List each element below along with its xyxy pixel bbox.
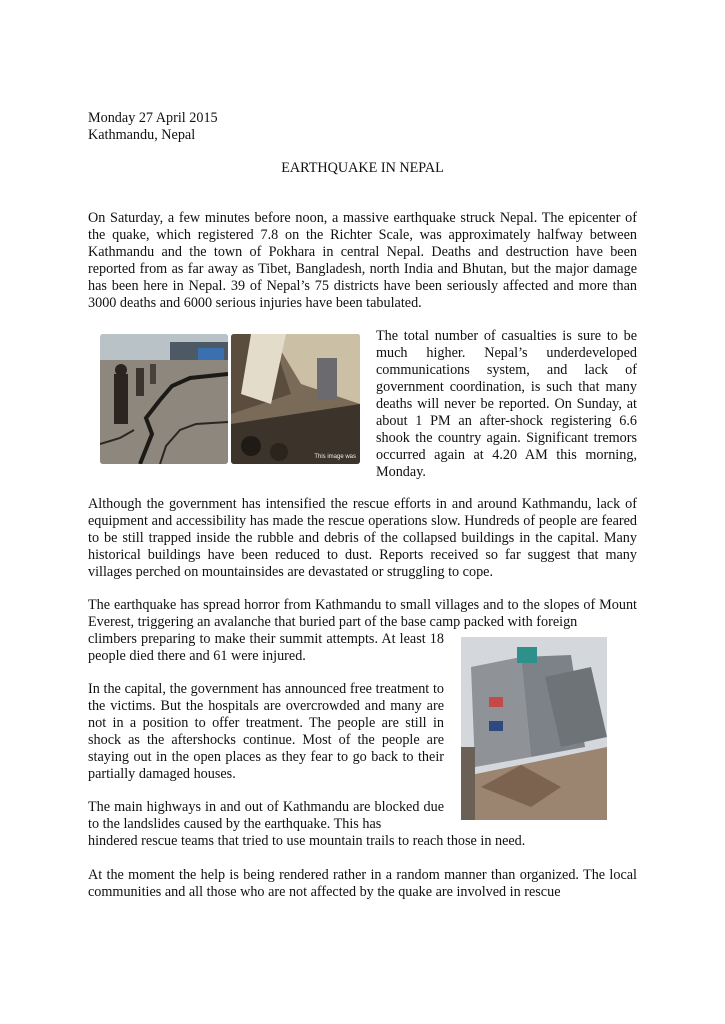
paragraph-5: In the capital, the government has announced free treatment to the victims. But the hospitals are overcrowded and many are not in a position to offer treatment. The people are still in shock as the aftershocks continue. Most of the people are staying out in the open places as they fear to go back to their partially damaged houses.	[88, 681, 444, 782]
paragraph-7: At the moment the help is being rendered rather in a random manner than organized. The local communities and all those who are not affected by the quake are involved in rescue	[88, 867, 637, 900]
paragraph-6-start: The main highways in and out of Kathmandu are blocked due to the landslides caused by the earthquake. This has	[88, 799, 444, 832]
collapsed-stairs-illustration	[231, 334, 360, 464]
paragraph-3: Although the government has intensified the rescue efforts in and around Kathmandu, lack of equipment and accessibility has made the rescue operations slow. Hundreds of people are feared to be still trapped inside the rubble and debris of the collapsed buildings in the capital. Many historical buildings have been reduced to dust. Reports received so far suggest that many villages perched on mountainsides are devastated or struggling to cope.	[88, 496, 637, 580]
collapsed-stairs-photo	[231, 334, 360, 464]
collapsed-building-photo	[461, 637, 607, 820]
cracked-road-illustration	[100, 334, 228, 464]
collapsed-building-illustration	[461, 637, 607, 820]
paragraph-2: The total number of casualties is sure to be much higher. Nepal’s underdeveloped communications system, and lack of government coordination, is such that many deaths will never be reported. On Sunday, at about 1 PM an after-shock registering 6.6 shook the country again. Significant tremors occurred again at 4.20 AM this morning, Monday.	[376, 328, 637, 480]
paragraph-6-end: hindered rescue teams that tried to use mountain trails to reach those in need.	[88, 833, 526, 849]
location-text: Kathmandu, Nepal	[88, 127, 196, 143]
article-title: EARTHQUAKE IN NEPAL	[281, 160, 444, 176]
photo-watermark: This image was	[314, 454, 356, 460]
paragraph-1: On Saturday, a few minutes before noon, a massive earthquake struck Nepal. The epicenter of the quake, which registered 7.8 on the Richter Scale, was approximately halfway between Kathmandu and the town of Pokhara in central Nepal. Deaths and destruction have been reported from as far away as Tibet, Bangladesh, north India and Bhutan, but the major damage has been here in Nepal. 39 of Nepal’s 75 districts have been seriously affected and more than 3000 deaths and 6000 serious injuries have been tabulated.	[88, 210, 637, 311]
paragraph-4-start: The earthquake has spread horror from Kathmandu to small villages and to the slopes of Mount Everest, triggering an avalanche that buried part of the base camp packed with foreign	[88, 597, 637, 630]
date-text: Monday 27 April 2015	[88, 110, 218, 126]
paragraph-4-end: climbers preparing to make their summit attempts. At least 18 people died there and 61 were injured.	[88, 631, 444, 664]
dateline	[88, 110, 218, 144]
cracked-road-photo	[100, 334, 228, 464]
